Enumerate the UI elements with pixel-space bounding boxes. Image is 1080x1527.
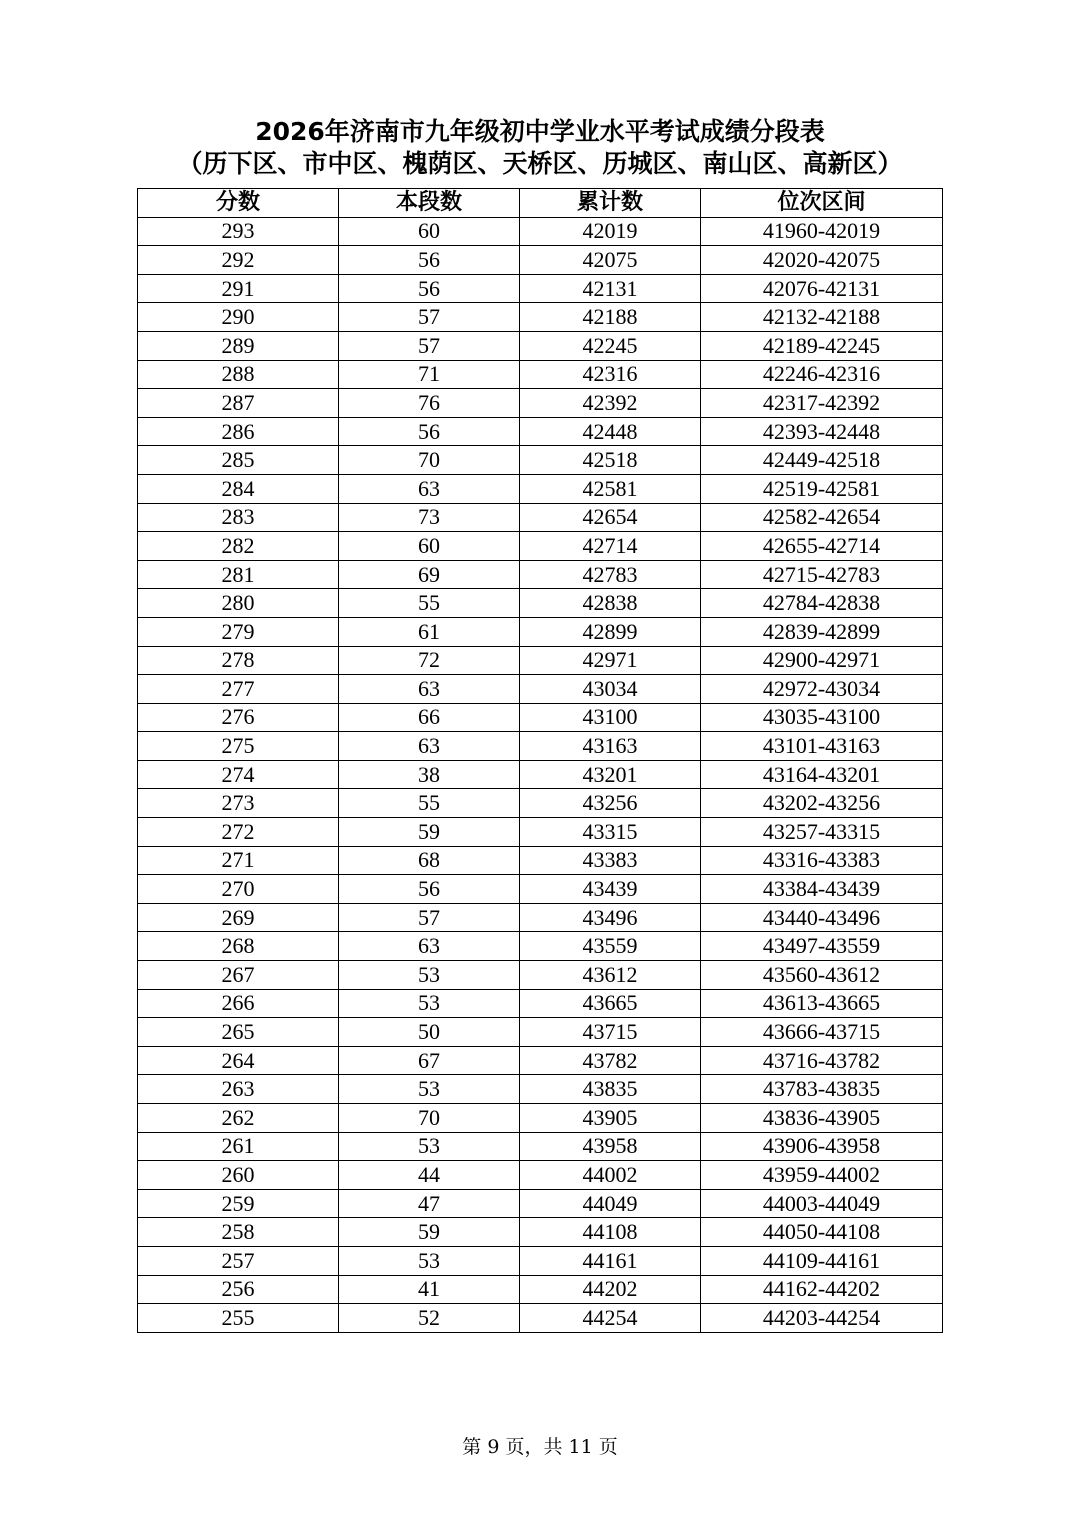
cell-cumulative-count: 44049: [520, 1189, 701, 1218]
cell-score: 285: [138, 446, 339, 475]
cell-cumulative-count: 42188: [520, 303, 701, 332]
cell-rank-range: 42715-42783: [701, 560, 943, 589]
cell-score: 273: [138, 789, 339, 818]
cell-rank-range: 42519-42581: [701, 474, 943, 503]
table-row: [138, 646, 943, 675]
cell-segment-count: 53: [339, 1132, 520, 1161]
cell-rank-range: 44050-44108: [701, 1218, 943, 1247]
cell-segment-count: 57: [339, 331, 520, 360]
cell-score: 291: [138, 274, 339, 303]
table-row: [138, 760, 943, 789]
cell-cumulative-count: 43782: [520, 1046, 701, 1075]
cell-segment-count: 59: [339, 1218, 520, 1247]
cell-segment-count: 44: [339, 1161, 520, 1190]
header-rank-range: 位次区间: [701, 189, 943, 218]
cell-rank-range: 42189-42245: [701, 331, 943, 360]
cell-cumulative-count: 42581: [520, 474, 701, 503]
cell-score: 256: [138, 1275, 339, 1304]
cell-segment-count: 63: [339, 932, 520, 961]
cell-score: 263: [138, 1075, 339, 1104]
cell-score: 293: [138, 217, 339, 246]
cell-segment-count: 70: [339, 446, 520, 475]
cell-score: 282: [138, 532, 339, 561]
table-row: [138, 675, 943, 704]
cell-cumulative-count: 42899: [520, 617, 701, 646]
cell-rank-range: 43497-43559: [701, 932, 943, 961]
cell-score: 290: [138, 303, 339, 332]
cell-rank-range: 42246-42316: [701, 360, 943, 389]
cell-score: 258: [138, 1218, 339, 1247]
cell-rank-range: 44162-44202: [701, 1275, 943, 1304]
cell-cumulative-count: 43100: [520, 703, 701, 732]
cell-segment-count: 67: [339, 1046, 520, 1075]
cell-cumulative-count: 42131: [520, 274, 701, 303]
cell-rank-range: 41960-42019: [701, 217, 943, 246]
cell-score: 264: [138, 1046, 339, 1075]
table-row: [138, 474, 943, 503]
cell-segment-count: 68: [339, 846, 520, 875]
table-row: [138, 589, 943, 618]
cell-cumulative-count: 44161: [520, 1246, 701, 1275]
cell-score: 279: [138, 617, 339, 646]
cell-score: 261: [138, 1132, 339, 1161]
cell-score: 268: [138, 932, 339, 961]
table-row: [138, 1046, 943, 1075]
cell-cumulative-count: 43835: [520, 1075, 701, 1104]
cell-rank-range: 43959-44002: [701, 1161, 943, 1190]
cell-score: 267: [138, 961, 339, 990]
cell-rank-range: 43316-43383: [701, 846, 943, 875]
table-row: [138, 703, 943, 732]
table-row: [138, 1132, 943, 1161]
cell-rank-range: 42132-42188: [701, 303, 943, 332]
cell-cumulative-count: 43034: [520, 675, 701, 704]
table-row: [138, 846, 943, 875]
score-distribution-table: [137, 188, 943, 1333]
cell-cumulative-count: 42654: [520, 503, 701, 532]
cell-cumulative-count: 43905: [520, 1104, 701, 1133]
table-row: [138, 932, 943, 961]
cell-segment-count: 41: [339, 1275, 520, 1304]
cell-cumulative-count: 42448: [520, 417, 701, 446]
table-row: [138, 331, 943, 360]
cell-segment-count: 53: [339, 961, 520, 990]
document-title: 2026年济南市九年级初中学业水平考试成绩分段表: [255, 117, 825, 146]
table-row: [138, 560, 943, 589]
cell-cumulative-count: 43256: [520, 789, 701, 818]
cell-cumulative-count: 42783: [520, 560, 701, 589]
cell-cumulative-count: 42838: [520, 589, 701, 618]
cell-score: 275: [138, 732, 339, 761]
table-row: [138, 417, 943, 446]
table-row: [138, 274, 943, 303]
cell-segment-count: 55: [339, 789, 520, 818]
cell-rank-range: 44109-44161: [701, 1246, 943, 1275]
cell-rank-range: 43906-43958: [701, 1132, 943, 1161]
cell-rank-range: 43836-43905: [701, 1104, 943, 1133]
table-row: [138, 217, 943, 246]
cell-score: 269: [138, 903, 339, 932]
table-row: [138, 1189, 943, 1218]
cell-segment-count: 53: [339, 989, 520, 1018]
cell-segment-count: 57: [339, 903, 520, 932]
cell-cumulative-count: 43163: [520, 732, 701, 761]
cell-segment-count: 60: [339, 532, 520, 561]
cell-cumulative-count: 42316: [520, 360, 701, 389]
cell-score: 259: [138, 1189, 339, 1218]
cell-segment-count: 59: [339, 818, 520, 847]
table-row: [138, 1218, 943, 1247]
cell-segment-count: 66: [339, 703, 520, 732]
table-row: [138, 1018, 943, 1047]
cell-rank-range: 42972-43034: [701, 675, 943, 704]
table-row: [138, 360, 943, 389]
cell-rank-range: 44203-44254: [701, 1304, 943, 1333]
cell-segment-count: 52: [339, 1304, 520, 1333]
header-cumulative-count: 累计数: [520, 189, 701, 218]
cell-segment-count: 63: [339, 474, 520, 503]
cell-segment-count: 56: [339, 875, 520, 904]
cell-segment-count: 53: [339, 1075, 520, 1104]
table-row: [138, 818, 943, 847]
cell-score: 274: [138, 760, 339, 789]
cell-segment-count: 73: [339, 503, 520, 532]
table-row: [138, 961, 943, 990]
cell-score: 255: [138, 1304, 339, 1333]
table-row: [138, 1246, 943, 1275]
table-row: [138, 532, 943, 561]
table-row: [138, 1275, 943, 1304]
cell-segment-count: 47: [339, 1189, 520, 1218]
cell-cumulative-count: 42518: [520, 446, 701, 475]
cell-cumulative-count: 43439: [520, 875, 701, 904]
cell-rank-range: 42784-42838: [701, 589, 943, 618]
cell-rank-range: 43783-43835: [701, 1075, 943, 1104]
table-row: [138, 503, 943, 532]
cell-rank-range: 43440-43496: [701, 903, 943, 932]
cell-rank-range: 43164-43201: [701, 760, 943, 789]
table-body: [138, 217, 943, 1332]
cell-score: 283: [138, 503, 339, 532]
table-row: [138, 732, 943, 761]
cell-cumulative-count: 42245: [520, 331, 701, 360]
cell-score: 260: [138, 1161, 339, 1190]
table-row: [138, 1304, 943, 1333]
cell-segment-count: 50: [339, 1018, 520, 1047]
cell-score: 289: [138, 331, 339, 360]
cell-cumulative-count: 44202: [520, 1275, 701, 1304]
cell-cumulative-count: 43496: [520, 903, 701, 932]
cell-segment-count: 53: [339, 1246, 520, 1275]
cell-cumulative-count: 43201: [520, 760, 701, 789]
cell-cumulative-count: 43559: [520, 932, 701, 961]
cell-cumulative-count: 42019: [520, 217, 701, 246]
cell-score: 262: [138, 1104, 339, 1133]
table-row: [138, 989, 943, 1018]
cell-rank-range: 42076-42131: [701, 274, 943, 303]
table-row: [138, 789, 943, 818]
table-row: [138, 246, 943, 275]
cell-cumulative-count: 42392: [520, 389, 701, 418]
cell-cumulative-count: 43612: [520, 961, 701, 990]
table-row: [138, 875, 943, 904]
cell-segment-count: 72: [339, 646, 520, 675]
cell-segment-count: 56: [339, 274, 520, 303]
cell-cumulative-count: 44002: [520, 1161, 701, 1190]
document-subtitle: （历下区、市中区、槐荫区、天桥区、历城区、南山区、高新区）: [177, 149, 903, 178]
cell-segment-count: 71: [339, 360, 520, 389]
cell-score: 270: [138, 875, 339, 904]
cell-score: 276: [138, 703, 339, 732]
cell-score: 257: [138, 1246, 339, 1275]
cell-score: 287: [138, 389, 339, 418]
table-row: [138, 617, 943, 646]
table-row: [138, 1075, 943, 1104]
cell-score: 278: [138, 646, 339, 675]
cell-rank-range: 43202-43256: [701, 789, 943, 818]
table-row: [138, 903, 943, 932]
cell-score: 292: [138, 246, 339, 275]
cell-segment-count: 38: [339, 760, 520, 789]
cell-rank-range: 44003-44049: [701, 1189, 943, 1218]
cell-rank-range: 43035-43100: [701, 703, 943, 732]
table-row: [138, 446, 943, 475]
cell-score: 280: [138, 589, 339, 618]
cell-rank-range: 43101-43163: [701, 732, 943, 761]
cell-rank-range: 42449-42518: [701, 446, 943, 475]
table-header-row: [138, 189, 943, 218]
table-row: [138, 1161, 943, 1190]
cell-score: 277: [138, 675, 339, 704]
cell-rank-range: 43613-43665: [701, 989, 943, 1018]
cell-segment-count: 56: [339, 417, 520, 446]
cell-cumulative-count: 43665: [520, 989, 701, 1018]
cell-score: 266: [138, 989, 339, 1018]
header-segment-count: 本段数: [339, 189, 520, 218]
cell-cumulative-count: 43958: [520, 1132, 701, 1161]
cell-score: 284: [138, 474, 339, 503]
cell-rank-range: 42582-42654: [701, 503, 943, 532]
cell-cumulative-count: 43383: [520, 846, 701, 875]
cell-cumulative-count: 43315: [520, 818, 701, 847]
cell-rank-range: 43384-43439: [701, 875, 943, 904]
cell-cumulative-count: 43715: [520, 1018, 701, 1047]
cell-segment-count: 56: [339, 246, 520, 275]
page-number: 第 9 页，共 11 页: [462, 1436, 618, 1458]
cell-rank-range: 42393-42448: [701, 417, 943, 446]
cell-cumulative-count: 42714: [520, 532, 701, 561]
cell-segment-count: 60: [339, 217, 520, 246]
cell-cumulative-count: 42971: [520, 646, 701, 675]
cell-score: 271: [138, 846, 339, 875]
cell-rank-range: 42839-42899: [701, 617, 943, 646]
cell-segment-count: 57: [339, 303, 520, 332]
cell-score: 272: [138, 818, 339, 847]
cell-segment-count: 69: [339, 560, 520, 589]
cell-rank-range: 43666-43715: [701, 1018, 943, 1047]
cell-rank-range: 42317-42392: [701, 389, 943, 418]
cell-segment-count: 76: [339, 389, 520, 418]
cell-cumulative-count: 42075: [520, 246, 701, 275]
cell-segment-count: 61: [339, 617, 520, 646]
table-row: [138, 389, 943, 418]
cell-rank-range: 43560-43612: [701, 961, 943, 990]
cell-cumulative-count: 44254: [520, 1304, 701, 1333]
cell-rank-range: 42020-42075: [701, 246, 943, 275]
header-score: 分数: [138, 189, 339, 218]
cell-segment-count: 55: [339, 589, 520, 618]
cell-rank-range: 42655-42714: [701, 532, 943, 561]
cell-score: 281: [138, 560, 339, 589]
table-row: [138, 303, 943, 332]
cell-score: 286: [138, 417, 339, 446]
cell-score: 288: [138, 360, 339, 389]
cell-segment-count: 63: [339, 732, 520, 761]
cell-rank-range: 43257-43315: [701, 818, 943, 847]
table-row: [138, 1104, 943, 1133]
cell-rank-range: 43716-43782: [701, 1046, 943, 1075]
cell-segment-count: 70: [339, 1104, 520, 1133]
cell-cumulative-count: 44108: [520, 1218, 701, 1247]
cell-score: 265: [138, 1018, 339, 1047]
cell-rank-range: 42900-42971: [701, 646, 943, 675]
cell-segment-count: 63: [339, 675, 520, 704]
